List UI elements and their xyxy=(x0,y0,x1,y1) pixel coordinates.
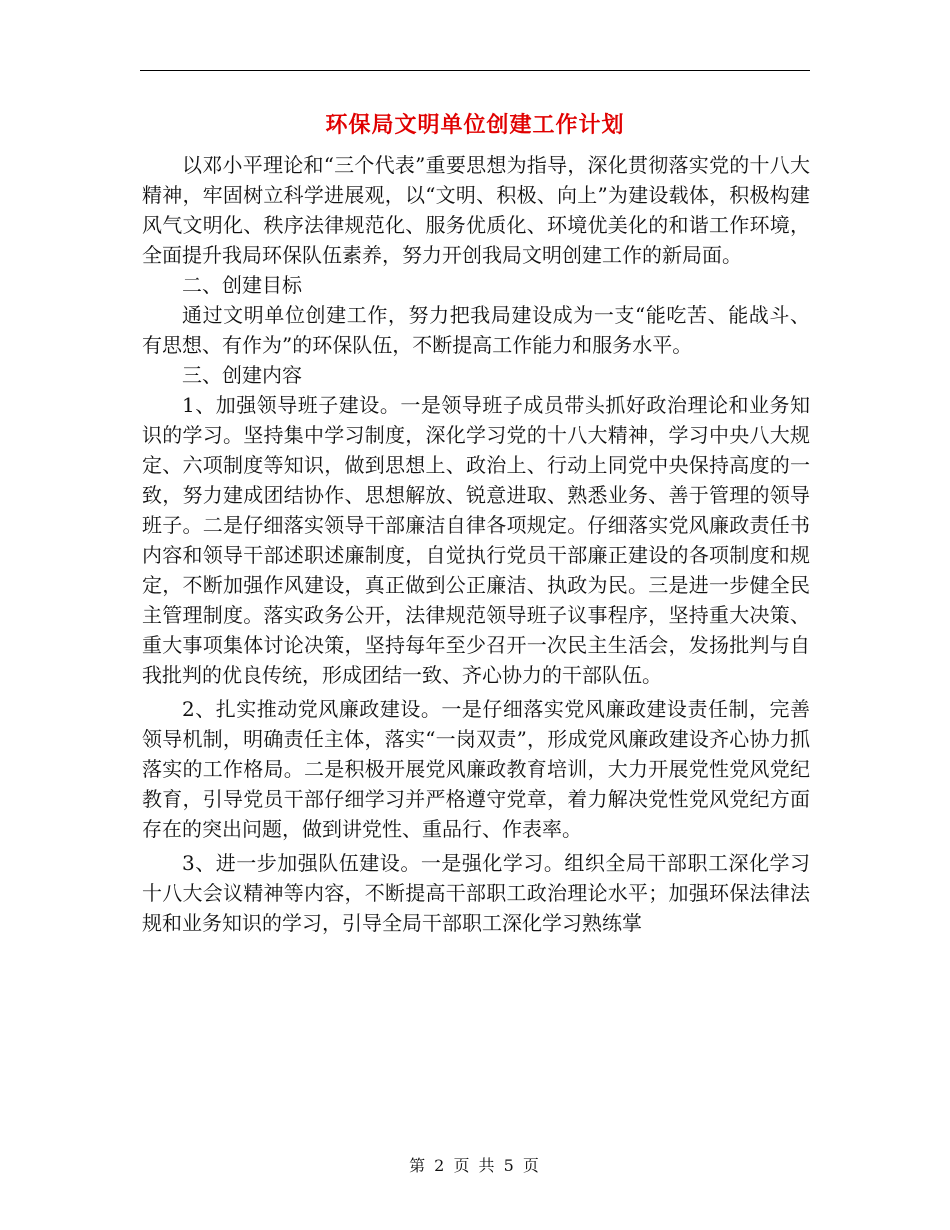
section-heading-goals: 二、创建目标 xyxy=(182,273,302,297)
document-title: 环保局文明单位创建工作计划 xyxy=(325,113,625,138)
paragraph-intro: 以邓小平理论和“三个代表”重要思想为指导，深化贯彻落实党的十八大精神，牢固树立科学进展观，以“文明、积极、向上”为建设载体，积极构建风气文明化、秩序法律规范化、服务优质化、环境优美化的和谐工作环境，全面提升我局环保队伍素养，努力开创我局文明创建工作的新局面。 xyxy=(142,153,810,267)
document-body xyxy=(142,150,810,938)
paragraph-item-2: 2、扎实推动党风廉政建设。一是仔细落实党风廉政建设责任制，完善领导机制，明确责任主体，落实“一岗双责”，形成党风廉政建设齐心协力抓落实的工作格局。二是积极开展党风廉政教育培训，大力开展党性党风党纪教育，引导党员干部仔细学习并严格遵守党章，着力解决党性党风党纪方面存在的突出问题，做到讲党性、重品行、作表率。 xyxy=(142,697,810,841)
paragraph-item-3: 3、进一步加强队伍建设。一是强化学习。组织全局干部职工深化学习十八大会议精神等内容，不断提高干部职工政治理论水平；加强环保法律法规和业务知识的学习，引导全局干部职工深化学习熟练掌 xyxy=(142,851,810,935)
page-number: 第 2 页 共 5 页 xyxy=(409,1156,541,1175)
section-heading-content: 三、创建内容 xyxy=(182,363,302,387)
header-rule xyxy=(140,70,810,71)
paragraph-goals: 通过文明单位创建工作，努力把我局建设成为一支“能吃苦、能战斗、有思想、有作为”的环保队伍，不断提高工作能力和服务水平。 xyxy=(142,303,810,357)
paragraph-item-1: 1、加强领导班子建设。一是领导班子成员带头抓好政治理论和业务知识的学习。坚持集中学习制度，深化学习党的十八大精神，学习中央八大规定、六项制度等知识，做到思想上、政治上、行动上同党中央保持高度的一致，努力建成团结协作、思想解放、锐意进取、熟悉业务、善于管理的领导班子。二是仔细落实领导干部廉洁自律各项规定。仔细落实党风廉政责任书内容和领导干部述职述廉制度，自觉执行党员干部廉正建设的各项制度和规定，不断加强作风建设，真正做到公正廉洁、执政为民。三是进一步健全民主管理制度。落实政务公开，法律规范领导班子议事程序，坚持重大决策、重大事项集体讨论决策，坚持每年至少召开一次民主生活会，发扬批判与自我批判的优良传统，形成团结一致、齐心协力的干部队伍。 xyxy=(142,393,810,687)
